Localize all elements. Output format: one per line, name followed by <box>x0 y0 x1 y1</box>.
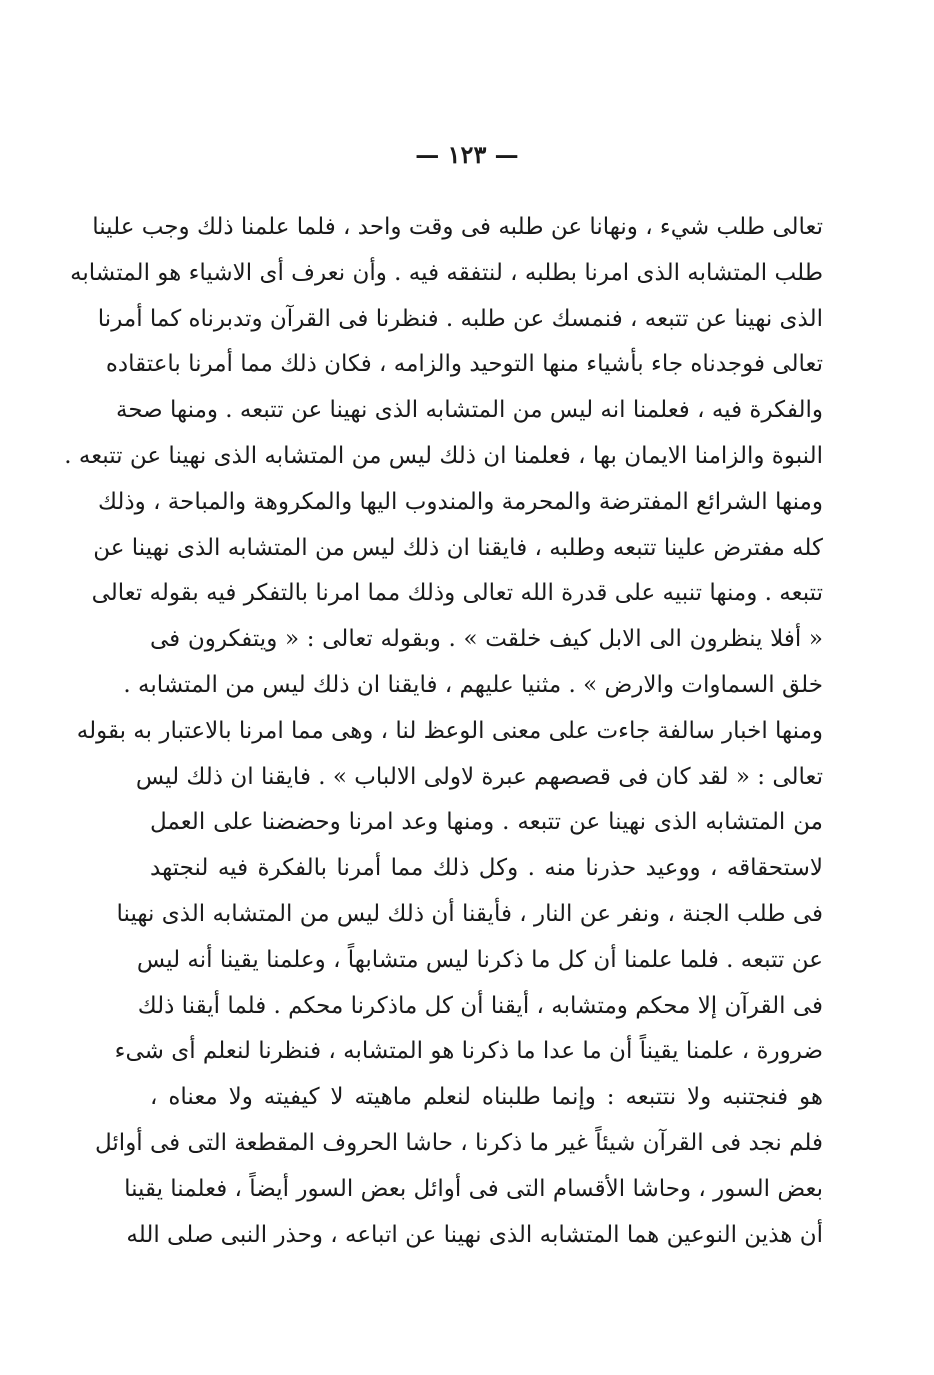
text-line: لاستحقاقه ، ووعيد حذرنا منه . وكل ذلك مما أمرنا بالفكرة فيه لنجتهد <box>150 855 823 882</box>
text-line: فلم نجد فى القرآن شيئاً غير ما ذكرنا ، حاشا الحروف المقطعة التى فى أوائل <box>94 1129 823 1156</box>
text-line: هو فنجتنبه ولا نتتبعه : وإنما طلبناه لنعلم ماهيته لا كيفيته ولا معناه ، <box>150 1084 823 1111</box>
text-line: ضرورة ، علمنا يقيناً أن ما عدا ما ذكرنا هو المتشابه ، فنظرنا لنعلم أى شىء <box>114 1038 823 1065</box>
text-line: ومنها الشرائع المفترضة والمحرمة والمندوب اليها والمكروهة والمباحة ، وذلك <box>98 488 823 515</box>
text-line: خلق السماوات والارض » . مثنيا عليهم ، فايقنا ان ذلك ليس من المتشابه . <box>123 671 823 698</box>
text-line: النبوة والزامنا الايمان بها ، فعلمنا ان ذلك ليس من المتشابه الذى نهينا عن تتبعه . <box>64 442 823 469</box>
text-line: أن هذين النوعين هما المتشابه الذى نهينا عن اتباعه ، وحذر النبى صلى الله <box>126 1221 823 1248</box>
text-line: فى طلب الجنة ، ونفر عن النار ، فأيقنا أن ذلك ليس من المتشابه الذى نهينا <box>116 900 823 927</box>
text-line: عن تتبعه . فلما علمنا أن كل ما ذكرنا ليس متشابهاً ، وعلمنا يقينا أنه ليس <box>136 946 823 973</box>
text-line: ومنها اخبار سالفة جاءت على معنى الوعظ لنا ، وهى مما امرنا بالاعتبار به بقوله <box>76 717 823 744</box>
text-line: والفكرة فيه ، فعلمنا انه ليس من المتشابه الذى نهينا عن تتبعه . ومنها صحة <box>116 397 823 424</box>
text-line: « أفلا ينظرون الى الابل كيف خلقت » . وبقوله تعالى : « ويتفكرون فى <box>150 626 823 653</box>
text-line: تتبعه . ومنها تنبيه على قدرة الله تعالى وذلك مما امرنا بالتفكر فيه بقوله تعالى <box>91 580 823 607</box>
body-text <box>64 205 823 1258</box>
page-number: — ١٢٣ — <box>415 140 519 169</box>
text-line: تعالى طلب شيء ، ونهانا عن طلبه فى وقت واحد ، فلما علمنا ذلك وجب علينا <box>92 214 823 240</box>
text-line: بعض السور ، وحاشا الأقسام التى فى أوائل بعض السور أيضاً ، فعلمنا يقينا <box>124 1175 823 1202</box>
text-line: كله مفترض علينا تتبعه وطلبه ، فايقنا ان ذلك ليس من المتشابه الذى نهينا عن <box>93 534 823 561</box>
text-line: تعالى : « لقد كان فى قصصهم عبرة لاولى الالباب » . فايقنا ان ذلك ليس <box>135 763 823 790</box>
text-line: من المتشابه الذى نهينا عن تتبعه . ومنها وعد امرنا وحضضنا على العمل <box>150 809 823 836</box>
text-line: طلب المتشابه الذى امرنا بطلبه ، لنتفقه فيه . وأن نعرف أى الاشياء هو المتشابه <box>70 259 823 286</box>
text-line: الذى نهينا عن تتبعه ، فنمسك عن طلبه . فنظرنا فى القرآن وتدبرناه كما أمرنا <box>97 305 823 332</box>
text-line: تعالى فوجدناه جاء بأشياء منها التوحيد والزامه ، فكان ذلك مما أمرنا باعتقاده <box>105 351 823 378</box>
text-line: فى القرآن إلا محكم ومتشابه ، أيقنا أن كل ماذكرنا محكم . فلما أيقنا ذلك <box>137 992 823 1019</box>
